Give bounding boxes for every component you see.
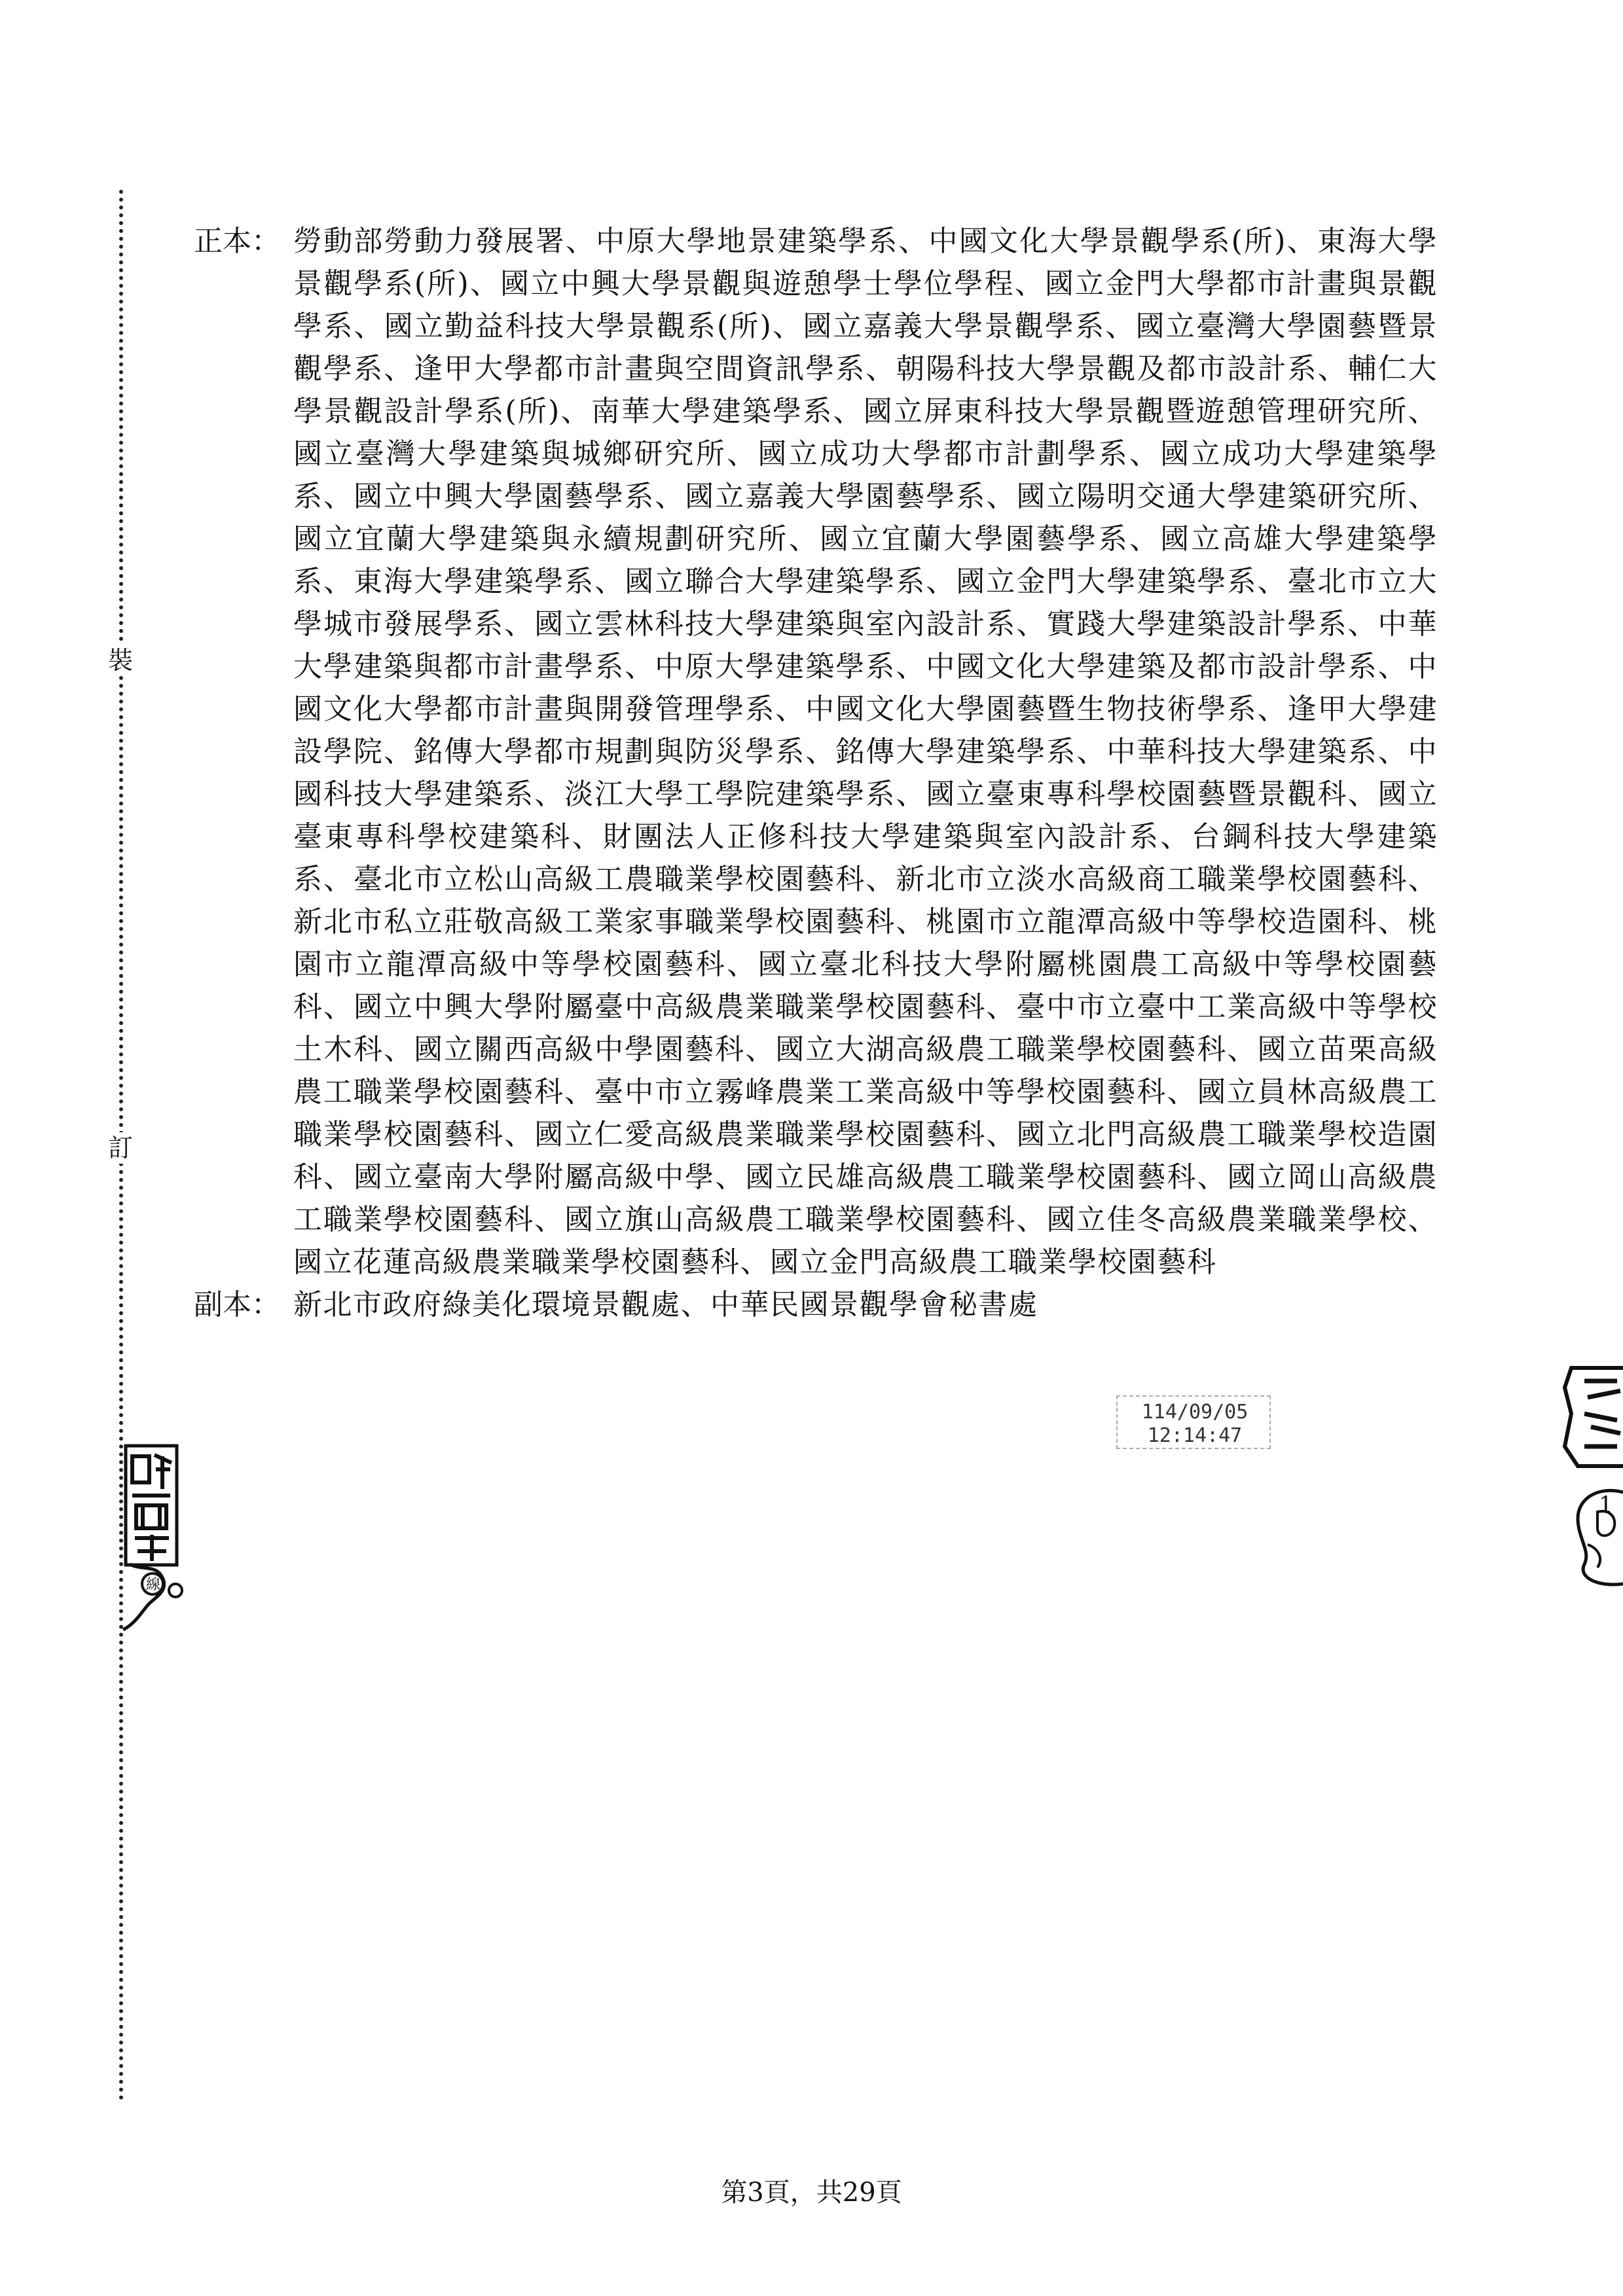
copy-recipients: [194, 1283, 1438, 1326]
copy-recipients-label: 副本：: [194, 1288, 280, 1321]
original-recipients-label: 正本：: [194, 224, 280, 258]
binding-label-zhuang: 裝: [105, 645, 136, 676]
copy-recipients-list: 新北市政府綠美化環境景觀處、中華民國景觀學會秘書處: [293, 1288, 1038, 1321]
original-recipients-list: 勞動部勞動力發展署、中原大學地景建築學系、中國文化大學景觀學系(所)、東海大學景觀學系(所)、國立中興大學景觀與遊憩學士學位學程、國立金門大學都市計畫與景觀學系、國立勤益科技大學景觀系(所)、國立嘉義大學景觀學系、國立臺灣大學園藝暨景觀學系、逢甲大學都市計畫與空間資訊學系、朝陽科技大學景觀及都市設計系、輔仁大學景觀設計學系(所)、南華大學建築學系、國立屏東科技大學景觀暨遊憩管理研究所、國立臺灣大學建築與城鄉研究所、國立成功大學都市計劃學系、國立成功大學建築學系、國立中興大學園藝學系、國立嘉義大學園藝學系、國立陽明交通大學建築研究所、國立宜蘭大學建築與永續規劃研究所、國立宜蘭大學園藝學系、國立高雄大學建築學系、東海大學建築學系、國立聯合大學建築學系、國立金門大學建築學系、臺北市立大學城市發展學系、國立雲林科技大學建築與室內設計系、實踐大學建築設計學系、中華大學建築與都市計畫學系、中原大學建築學系、中國文化大學建築及都市設計學系、中國文化大學都市計畫與開發管理學系、中國文化大學園藝暨生物技術學系、逢甲大學建設學院、銘傳大學都市規劃與防災學系、銘傳大學建築學系、中華科技大學建築系、中國科技大學建築系、淡江大學工學院建築學系、國立臺東專科學校園藝暨景觀科、國立臺東專科學校建築科、財團法人正修科技大學建築與室內設計系、台鋼科技大學建築系、臺北市立松山高級工農職業學校園藝科、新北市立淡水高級商工職業學校園藝科、新北市私立莊敬高級工業家事職業學校園藝科、桃園市立龍潭高級中等學校造園科、桃園市立龍潭高級中等學校園藝科、國立臺北科技大學附屬桃園農工高級中等學校園藝科、國立中興大學附屬臺中高級農業職業學校園藝科、臺中市立臺中工業高級中等學校土木科、國立關西高級中學園藝科、國立大湖高級農工職業學校園藝科、國立苗栗高級農工職業學校園藝科、臺中市立霧峰農業工業高級中等學校園藝科、國立員林高級農工職業學校園藝科、國立仁愛高級農業職業學校園藝科、國立北門高級農工職業學校造園科、國立臺南大學附屬高級中學、國立民雄高級農工職業學校園藝科、國立岡山高級農工職業學校園藝科、國立旗山高級農工職業學校園藝科、國立佳冬高級農業職業學校、國立花蓮高級農業職業學校園藝科、國立金門高級農工職業學校園藝科: [293, 224, 1438, 1279]
svg-text:1: 1: [1599, 1492, 1613, 1518]
receiving-seal: [1558, 1361, 1623, 1597]
exchange-timestamp: [1123, 1401, 1267, 1452]
seal-scroll-ornament: [117, 1558, 195, 1636]
page-number: 第3頁，共29頁: [721, 2178, 902, 2208]
binding-label-ding: 訂: [105, 1132, 136, 1164]
original-recipients: [194, 220, 1438, 1283]
timestamp-date: 114/09/05: [1141, 1401, 1249, 1424]
proofreading-seal: [123, 1443, 179, 1568]
recipient-section: [194, 220, 1438, 1326]
timestamp-time: 12:14:47: [1147, 1424, 1243, 1447]
binding-label-xian: 線: [146, 1577, 161, 1593]
